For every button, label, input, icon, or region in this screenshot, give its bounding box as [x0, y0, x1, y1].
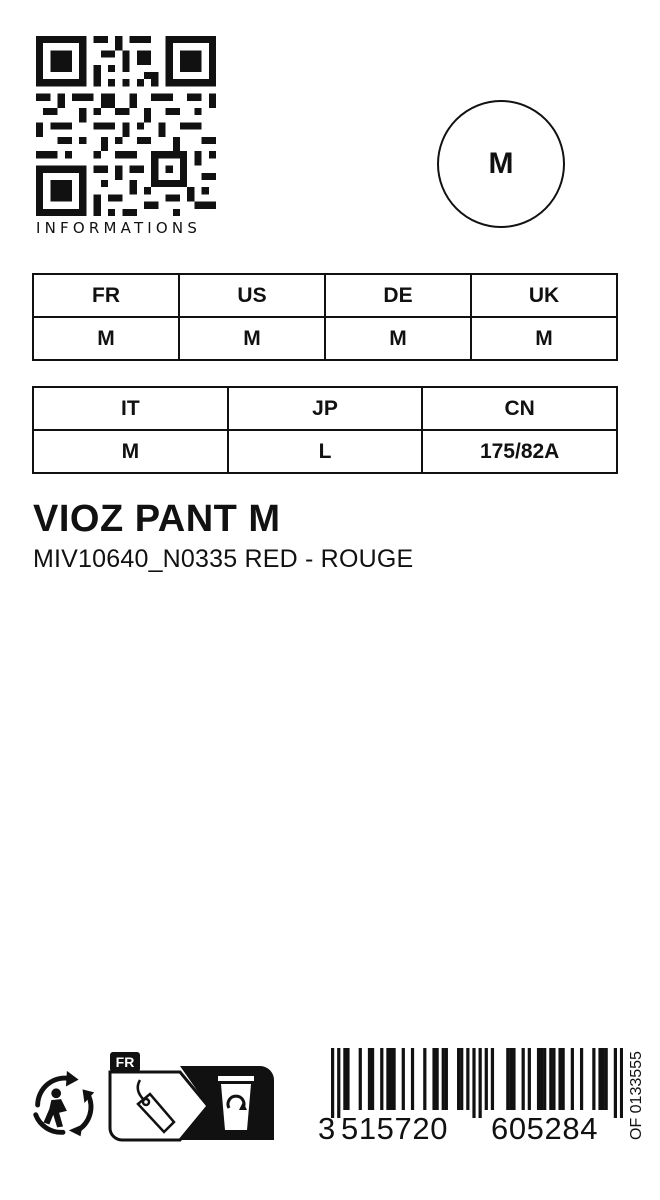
barcode-bar	[337, 1048, 340, 1118]
country-code: FR	[115, 1054, 135, 1070]
size-header-it: IT	[33, 387, 228, 430]
size-header-uk: UK	[471, 274, 617, 317]
barcode-bar	[614, 1048, 617, 1118]
barcode-bar	[540, 1048, 543, 1110]
barcode-right-group: 605284	[491, 1111, 599, 1146]
barcode-bar	[558, 1048, 561, 1110]
barcode-bar	[509, 1048, 512, 1110]
barcode-bar	[411, 1048, 414, 1110]
size-header-us: US	[179, 274, 325, 317]
size-header-row	[33, 274, 617, 317]
barcode-bar	[436, 1048, 439, 1110]
barcode-bar	[343, 1048, 346, 1110]
product-name: VIOZ PANT M	[33, 498, 281, 540]
barcode-bar	[598, 1048, 601, 1110]
barcode-bar	[605, 1048, 608, 1110]
barcode-bar	[601, 1048, 604, 1110]
barcode-bar	[549, 1048, 552, 1110]
barcode-first-digit: 3	[318, 1111, 336, 1146]
barcode-bar	[346, 1048, 349, 1110]
barcode	[331, 1048, 623, 1118]
size-header-fr: FR	[33, 274, 179, 317]
size-value-uk: M	[471, 317, 617, 360]
barcode-bar	[512, 1048, 515, 1110]
barcode-bar	[432, 1048, 435, 1110]
barcode-bar	[386, 1048, 389, 1110]
barcode-left-group: 515720	[341, 1111, 449, 1146]
barcode-bar	[466, 1048, 469, 1110]
barcode-bar	[620, 1048, 623, 1118]
barcode-bar	[442, 1048, 445, 1110]
barcode-bar	[491, 1048, 494, 1110]
barcode-bar	[460, 1048, 463, 1110]
size-header-row	[33, 387, 617, 430]
barcode-bar	[472, 1048, 475, 1118]
barcode-bar	[528, 1048, 531, 1110]
barcode-bar	[331, 1048, 334, 1118]
size-value-cn: 175/82A	[422, 430, 617, 473]
barcode-bar	[562, 1048, 565, 1110]
size-table-primary	[32, 273, 618, 361]
barcode-bar	[368, 1048, 371, 1110]
barcode-bar	[371, 1048, 374, 1110]
size-value-row	[33, 317, 617, 360]
barcode-bar	[389, 1048, 392, 1110]
size-value-jp: L	[228, 430, 423, 473]
barcode-bar	[392, 1048, 395, 1110]
barcode-bar	[580, 1048, 583, 1110]
barcode-bar	[423, 1048, 426, 1110]
barcode-bar	[402, 1048, 405, 1110]
qr-code	[36, 36, 216, 216]
barcode-bar	[479, 1048, 482, 1118]
barcode-bar	[522, 1048, 525, 1110]
sorting-badge	[108, 1050, 276, 1146]
size-header-jp: JP	[228, 387, 423, 430]
size-value-row	[33, 430, 617, 473]
barcode-bar	[552, 1048, 555, 1110]
barcode-bar	[359, 1048, 362, 1110]
qr-caption: INFORMATIONS	[36, 219, 202, 237]
barcode-bar	[571, 1048, 574, 1110]
size-value-fr: M	[33, 317, 179, 360]
triman-icon	[24, 1066, 102, 1144]
size-header-cn: CN	[422, 387, 617, 430]
barcode-bar	[506, 1048, 509, 1110]
side-code: OF 0133555	[628, 1051, 645, 1140]
size-value-us: M	[179, 317, 325, 360]
barcode-bar	[485, 1048, 488, 1110]
size-circle: M	[437, 100, 565, 228]
barcode-bar	[380, 1048, 383, 1110]
barcode-bar	[592, 1048, 595, 1110]
size-value-it: M	[33, 430, 228, 473]
barcode-bar	[457, 1048, 460, 1110]
size-table-secondary	[32, 386, 618, 474]
barcode-bar	[537, 1048, 540, 1110]
size-header-de: DE	[325, 274, 471, 317]
barcode-bar	[445, 1048, 448, 1110]
product-reference: MIV10640_N0335 RED - ROUGE	[33, 545, 414, 573]
barcode-bar	[543, 1048, 546, 1110]
size-value-de: M	[325, 317, 471, 360]
